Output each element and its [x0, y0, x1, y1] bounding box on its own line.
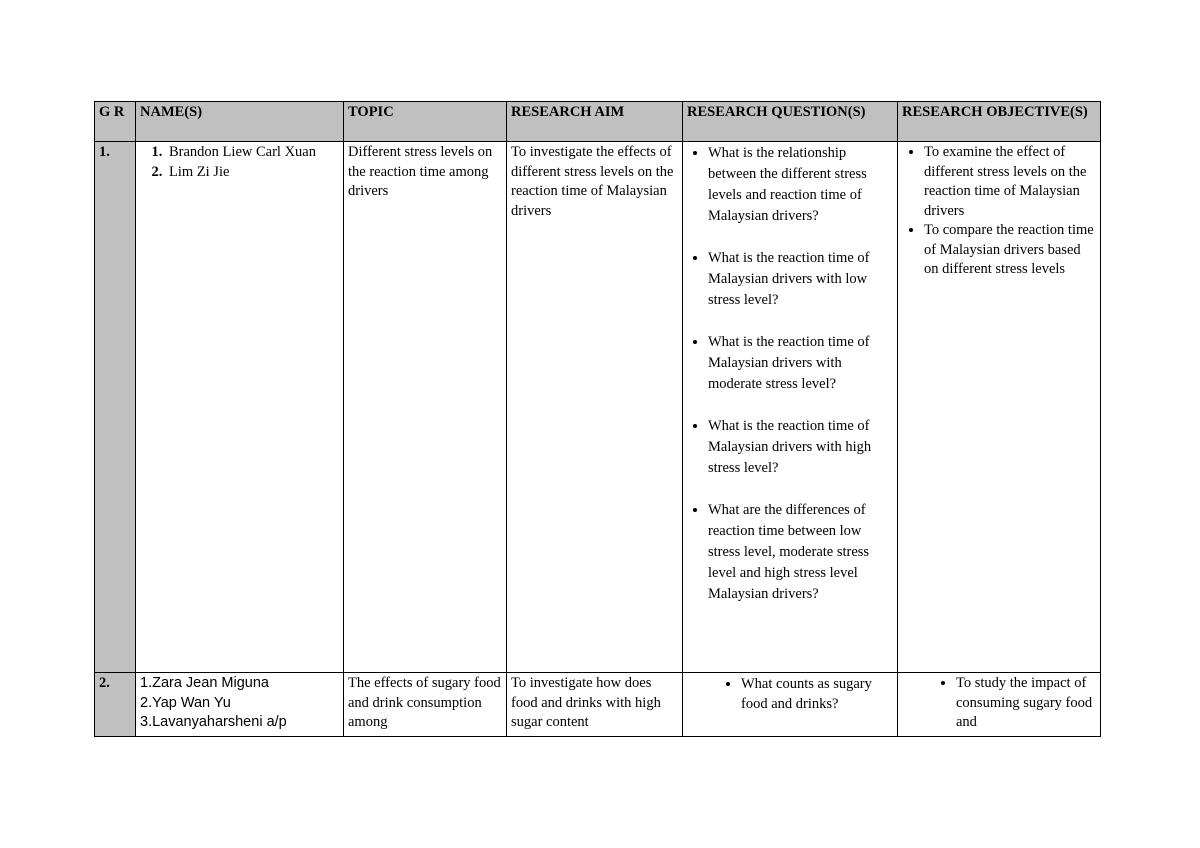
- group-number: 2.: [99, 675, 110, 691]
- research-aim-cell: To investigate the effects of different stress levels on the reaction time of Malaysian drivers: [507, 142, 683, 673]
- names-list: [140, 143, 339, 182]
- list-item: 2.Yap Wan Yu: [140, 694, 231, 711]
- group-number-cell: [95, 142, 136, 673]
- research-table: [94, 101, 1101, 737]
- list-item: 1.Zara Jean Miguna: [140, 675, 269, 691]
- header-research-questions: RESEARCH QUESTION(S): [683, 102, 898, 142]
- header-topic: TOPIC: [344, 102, 507, 142]
- research-aim-cell: To investigate how does food and drinks with high sugar content: [507, 673, 683, 737]
- list-item: • What is the reaction time of Malaysian drivers with low stress level?: [708, 248, 893, 311]
- research-objectives-cell: [898, 142, 1101, 673]
- topic-cell: Different stress levels on the reaction time among drivers: [344, 142, 507, 673]
- objectives-list: [902, 143, 1096, 280]
- list-item: 2. Lim Zi Jie: [166, 163, 339, 183]
- list-item: • What is the relationship between the different stress levels and reaction time of Malaysian drivers?: [708, 143, 893, 227]
- research-questions-cell: [683, 673, 898, 737]
- names-cell: [136, 673, 344, 737]
- header-research-aim: RESEARCH AIM: [507, 102, 683, 142]
- list-item: • What counts as sugary food and drinks?: [741, 674, 893, 714]
- list-item: • To study the impact of consuming sugary food and: [956, 674, 1096, 733]
- research-objectives-cell: [898, 673, 1101, 737]
- list-item: • What is the reaction time of Malaysian drivers with moderate stress level?: [708, 332, 893, 395]
- list-item: • To examine the effect of different stress levels on the reaction time of Malaysian drivers: [924, 143, 1096, 221]
- header-research-objectives: RESEARCH OBJECTIVE(S): [898, 102, 1101, 142]
- list-item: • What are the differences of reaction time between low stress level, moderate stress level and high stress level Malaysian drivers?: [708, 500, 893, 605]
- list-item: 1. Brandon Liew Carl Xuan: [166, 143, 339, 163]
- header-names: NAME(S): [136, 102, 344, 142]
- table-row: [95, 142, 1101, 673]
- names-cell: [136, 142, 344, 673]
- objectives-list: [902, 674, 1096, 733]
- group-number: 1.: [99, 144, 110, 160]
- list-item: • To compare the reaction time of Malaysian drivers based on different stress levels: [924, 221, 1096, 280]
- topic-cell: The effects of sugary food and drink consumption among: [344, 673, 507, 737]
- list-item: • What is the reaction time of Malaysian drivers with high stress level?: [708, 416, 893, 479]
- group-number-cell: [95, 673, 136, 737]
- header-gr: G R: [95, 102, 136, 142]
- table-header-row: [95, 102, 1101, 142]
- research-questions-cell: [683, 142, 898, 673]
- list-item: 3.Lavanyaharsheni a/p: [140, 714, 287, 730]
- table-row: [95, 673, 1101, 737]
- questions-list: [687, 674, 893, 714]
- questions-list: [687, 143, 893, 605]
